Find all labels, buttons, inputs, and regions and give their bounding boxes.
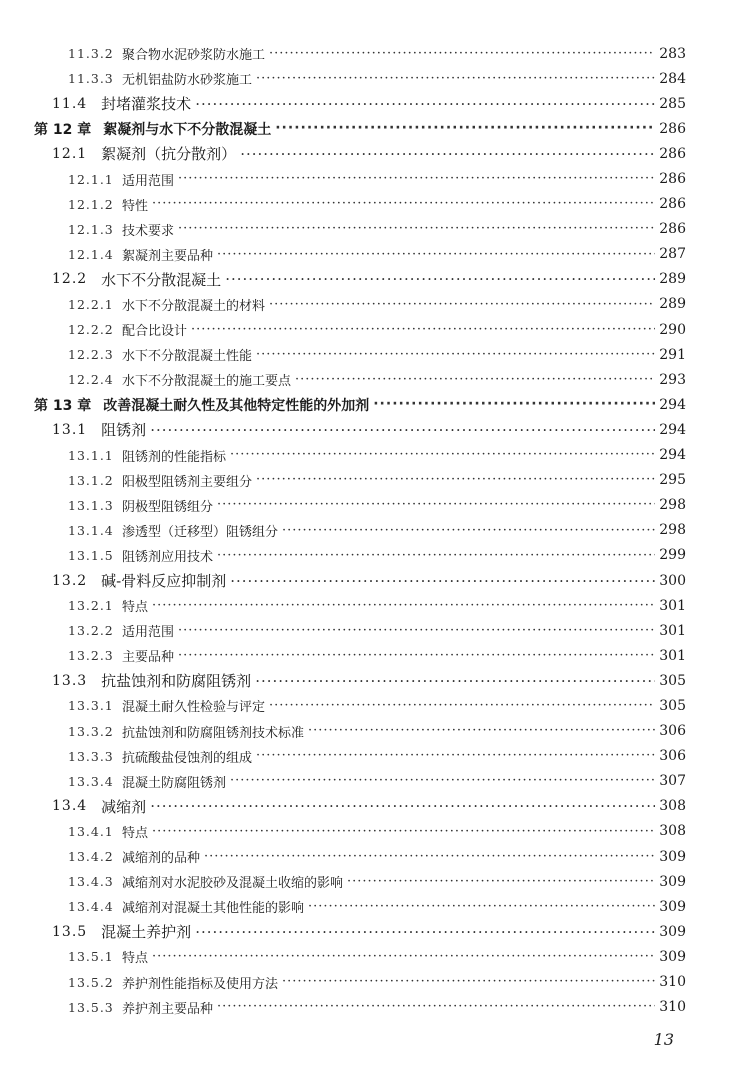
toc-entry-sub[interactable]: [0, 869, 730, 894]
dot-leader: [217, 247, 655, 263]
toc-entry-page: 289: [659, 296, 686, 313]
toc-entry-title: 混凝土耐久性检验与评定: [122, 700, 266, 716]
toc-entry-sub[interactable]: [0, 518, 730, 543]
toc-entry-title: 水下不分散混凝土性能: [122, 349, 253, 365]
dot-leader: [308, 723, 655, 739]
dot-leader: [217, 999, 655, 1015]
toc-entry-chapter[interactable]: [0, 116, 730, 141]
dot-leader: [230, 447, 655, 463]
toc-entry-title: 养护剂性能指标及使用方法: [122, 976, 279, 992]
dot-leader: [191, 322, 655, 338]
toc-entry-number: 12.2.3: [68, 347, 114, 363]
toc-entry-title: 养护剂主要品种: [122, 1001, 214, 1017]
dot-leader: [282, 523, 655, 539]
toc-entry-title: 碱-骨料反应抑制剂: [101, 572, 227, 591]
toc-entry-number: 13.1.5: [68, 547, 114, 563]
dot-leader: [195, 923, 655, 941]
toc-entry-title: 混凝土防腐阻锈剂: [122, 775, 227, 791]
toc-entry-number: 11.4: [52, 95, 88, 112]
dot-leader: [295, 372, 655, 388]
toc-entry-page: 290: [659, 321, 686, 338]
toc-entry-number: 13.3.2: [68, 723, 114, 739]
toc-entry-number: 13.5.1: [68, 949, 114, 965]
toc-entry-number: 12.1.2: [68, 196, 114, 212]
toc-entry-number: 第 13 章: [34, 397, 92, 414]
toc-entry-number: 12.1.1: [68, 171, 114, 187]
toc-entry-number: 13.5: [52, 923, 88, 940]
dot-leader: [230, 572, 655, 590]
toc-entry-title: 阻锈剂的性能指标: [122, 449, 227, 465]
dot-leader: [178, 623, 655, 639]
toc-entry-page: 299: [659, 547, 686, 564]
toc-entry-sub[interactable]: [0, 995, 730, 1020]
toc-entry-title: 特点: [122, 951, 149, 967]
toc-entry-sub[interactable]: [0, 844, 730, 869]
dot-leader: [152, 598, 655, 614]
toc-entry-number: 13.4.2: [68, 849, 114, 865]
toc-entry-sub[interactable]: [0, 969, 730, 994]
toc-entry-page: 295: [659, 472, 686, 489]
toc-entry-sub[interactable]: [0, 192, 730, 217]
toc-entry-page: 306: [659, 748, 686, 765]
toc-entry-title: 特点: [122, 600, 149, 616]
toc-entry-sub[interactable]: [0, 493, 730, 518]
toc-entry-page: 309: [659, 948, 686, 965]
toc-entry-page: 294: [659, 447, 686, 464]
toc-entry-section[interactable]: [0, 267, 730, 292]
toc-entry-sub[interactable]: [0, 443, 730, 468]
toc-entry-title: 适用范围: [122, 625, 175, 641]
dot-leader: [256, 748, 655, 764]
toc-entry-sub[interactable]: [0, 744, 730, 769]
toc-entry-sub[interactable]: [0, 317, 730, 342]
toc-entry-number: 13.1.3: [68, 497, 114, 513]
dot-leader: [269, 698, 655, 714]
toc-entry-number: 13.4.1: [68, 823, 114, 839]
toc-entry-page: 294: [659, 421, 686, 438]
dot-leader: [347, 874, 655, 890]
dot-leader: [230, 773, 655, 789]
toc-entry-sub[interactable]: [0, 367, 730, 392]
toc-entry-sub[interactable]: [0, 944, 730, 969]
dot-leader: [152, 196, 655, 212]
toc-entry-number: 13.2.1: [68, 598, 114, 614]
dot-leader: [217, 548, 655, 564]
toc-entry-title: 特性: [122, 198, 149, 214]
toc-entry-number: 12.1.4: [68, 246, 114, 262]
toc-entry-sub[interactable]: [0, 618, 730, 643]
toc-entry-number: 13.3: [52, 672, 88, 689]
toc-entry-sub[interactable]: [0, 166, 730, 191]
dot-leader: [240, 145, 655, 163]
toc-entry-number: 12.2.2: [68, 322, 114, 338]
toc-entry-title: 絮凝剂（抗分散剂）: [101, 145, 237, 164]
toc-entry-title: 主要品种: [122, 650, 175, 666]
toc-entry-number: 13.4: [52, 798, 88, 815]
toc-entry-sub[interactable]: [0, 719, 730, 744]
dot-leader: [152, 824, 655, 840]
toc-entry-page: 286: [659, 145, 686, 162]
toc-entry-section[interactable]: [0, 417, 730, 442]
toc-entry-sub[interactable]: [0, 217, 730, 242]
toc-entry-title: 适用范围: [122, 173, 175, 189]
toc-entry-title: 水下不分散混凝土的材料: [122, 298, 266, 314]
toc-entry-page: 305: [659, 672, 686, 689]
toc-entry-number: 13.3.4: [68, 773, 114, 789]
dot-leader: [152, 949, 655, 965]
toc-entry-number: 13.3.3: [68, 748, 114, 764]
toc-entry-number: 13.1.4: [68, 522, 114, 538]
toc-entry-title: 抗硫酸盐侵蚀剂的组成: [122, 750, 253, 766]
toc-entry-page: 289: [659, 271, 686, 288]
toc-entry-page: 309: [659, 898, 686, 915]
toc-entry-sub[interactable]: [0, 543, 730, 568]
toc-entry-number: 13.2.2: [68, 623, 114, 639]
toc-entry-page: 285: [659, 95, 686, 112]
dot-leader: [269, 46, 655, 62]
page-number: 13: [653, 1030, 674, 1049]
toc-entry-number: 13.5.2: [68, 974, 114, 990]
toc-entry-number: 13.2.3: [68, 648, 114, 664]
toc-entry-page: 294: [659, 396, 686, 413]
toc-entry-page: 286: [659, 221, 686, 238]
toc-entry-number: 13.1.1: [68, 447, 114, 463]
toc-entry-page: 308: [659, 798, 686, 815]
toc-entry-number: 13.1: [52, 421, 88, 438]
toc-entry-page: 301: [659, 622, 686, 639]
toc-entry-number: 13.5.3: [68, 999, 114, 1015]
toc-entry-page: 307: [659, 773, 686, 790]
toc-entry-sub[interactable]: [0, 242, 730, 267]
toc-entry-number: 12.2.1: [68, 296, 114, 312]
toc-entry-title: 改善混凝土耐久性及其他特定性能的外加剂: [103, 397, 370, 414]
toc-entry-page: 286: [659, 196, 686, 213]
toc-entry-page: 309: [659, 848, 686, 865]
dot-leader: [178, 221, 655, 237]
dot-leader: [373, 396, 655, 413]
toc-entry-number: 11.3.3: [68, 71, 114, 87]
toc-entry-number: 13.3.1: [68, 698, 114, 714]
dot-leader: [256, 472, 655, 488]
dot-leader: [308, 899, 655, 915]
toc-entry-title: 抗盐蚀剂和防腐阻锈剂技术标准: [122, 725, 305, 741]
toc-entry-title: 抗盐蚀剂和防腐阻锈剂: [101, 672, 252, 691]
toc-entry-title: 水下不分散混凝土的施工要点: [122, 374, 292, 390]
dot-leader: [269, 297, 655, 313]
toc-entry-section[interactable]: [0, 668, 730, 693]
dot-leader: [178, 171, 655, 187]
toc-entry-sub[interactable]: [0, 593, 730, 618]
toc-entry-page: 287: [659, 246, 686, 263]
toc-entry-sub[interactable]: [0, 643, 730, 668]
toc-entry-title: 减缩剂对混凝土其他性能的影响: [122, 901, 305, 917]
toc-entry-title: 阳极型阻锈剂主要组分: [122, 474, 253, 490]
toc-entry-section[interactable]: [0, 919, 730, 944]
dot-leader: [150, 797, 655, 815]
dot-leader: [256, 71, 655, 87]
toc-entry-title: 阻锈剂: [101, 421, 147, 440]
toc-entry-section[interactable]: [0, 794, 730, 819]
toc-entry-sub[interactable]: [0, 66, 730, 91]
toc-entry-title: 配合比设计: [122, 324, 188, 340]
toc-entry-section[interactable]: [0, 91, 730, 116]
toc-entry-page: 301: [659, 597, 686, 614]
toc-entry-sub[interactable]: [0, 41, 730, 66]
dot-leader: [275, 120, 655, 137]
toc-entry-sub[interactable]: [0, 292, 730, 317]
toc-entry-number: 11.3.2: [68, 46, 114, 62]
toc-entry-page: 300: [659, 572, 686, 589]
toc-entry-number: 12.2: [52, 271, 88, 288]
toc-entry-page: 286: [659, 171, 686, 188]
toc-entry-page: 298: [659, 522, 686, 539]
toc-entry-page: 309: [659, 873, 686, 890]
toc-entry-title: 特点: [122, 825, 149, 841]
toc-entry-page: 283: [659, 45, 686, 62]
dot-leader: [225, 270, 655, 288]
toc-entry-page: 293: [659, 371, 686, 388]
toc-entry-title: 减缩剂对水泥胶砂及混凝土收缩的影响: [122, 876, 344, 892]
toc-entry-number: 13.4.3: [68, 874, 114, 890]
toc-entry-title: 减缩剂: [101, 797, 147, 816]
toc-entry-page: 298: [659, 497, 686, 514]
toc-entry-chapter[interactable]: [0, 392, 730, 417]
toc-entry-page: 286: [659, 120, 686, 137]
toc-entry-title: 渗透型（迁移型）阻锈组分: [122, 524, 279, 540]
toc-entry-title: 无机铝盐防水砂浆施工: [122, 73, 253, 89]
toc-entry-title: 混凝土养护剂: [101, 923, 192, 942]
toc-entry-section[interactable]: [0, 141, 730, 166]
toc-entry-number: 12.1: [52, 145, 88, 162]
toc-entry-title: 阻锈剂应用技术: [122, 549, 214, 565]
dot-leader: [150, 421, 655, 439]
toc-entry-number: 第 12 章: [34, 121, 92, 138]
dot-leader: [195, 95, 655, 113]
toc-entry-sub[interactable]: [0, 819, 730, 844]
toc-entry-number: 13.4.4: [68, 899, 114, 915]
toc-entry-page: 301: [659, 647, 686, 664]
dot-leader: [256, 347, 655, 363]
toc-entry-page: 310: [659, 974, 686, 991]
toc-entry-title: 絮凝剂主要品种: [122, 248, 214, 264]
toc-entry-sub[interactable]: [0, 468, 730, 493]
toc-entry-page: 305: [659, 697, 686, 714]
toc-entry-page: 308: [659, 823, 686, 840]
dot-leader: [178, 648, 655, 664]
dot-leader: [282, 974, 655, 990]
toc-entry-number: 13.1.2: [68, 472, 114, 488]
toc-entry-section[interactable]: [0, 568, 730, 593]
toc-entry-page: 306: [659, 723, 686, 740]
toc-entry-title: 封堵灌浆技术: [101, 95, 192, 114]
toc-entry-title: 絮凝剂与水下不分散混凝土: [103, 121, 272, 138]
toc-entry-page: 310: [659, 999, 686, 1016]
toc-entry-number: 12.2.4: [68, 372, 114, 388]
toc-entry-page: 291: [659, 346, 686, 363]
toc-entry-sub[interactable]: [0, 342, 730, 367]
toc-entry-page: 309: [659, 923, 686, 940]
toc-entry-title: 聚合物水泥砂浆防水施工: [122, 48, 266, 64]
dot-leader: [255, 672, 655, 690]
toc-entry-sub[interactable]: [0, 894, 730, 919]
toc-entry-number: 13.2: [52, 572, 88, 589]
dot-leader: [217, 497, 655, 513]
toc-entry-sub[interactable]: [0, 769, 730, 794]
table-of-contents: [0, 41, 730, 1020]
toc-entry-number: 12.1.3: [68, 221, 114, 237]
toc-entry-page: 284: [659, 70, 686, 87]
toc-entry-title: 阴极型阻锈组分: [122, 499, 214, 515]
toc-entry-title: 减缩剂的品种: [122, 851, 201, 867]
toc-entry-sub[interactable]: [0, 693, 730, 718]
toc-entry-title: 水下不分散混凝土: [101, 270, 222, 289]
toc-entry-title: 技术要求: [122, 223, 175, 239]
dot-leader: [204, 849, 655, 865]
